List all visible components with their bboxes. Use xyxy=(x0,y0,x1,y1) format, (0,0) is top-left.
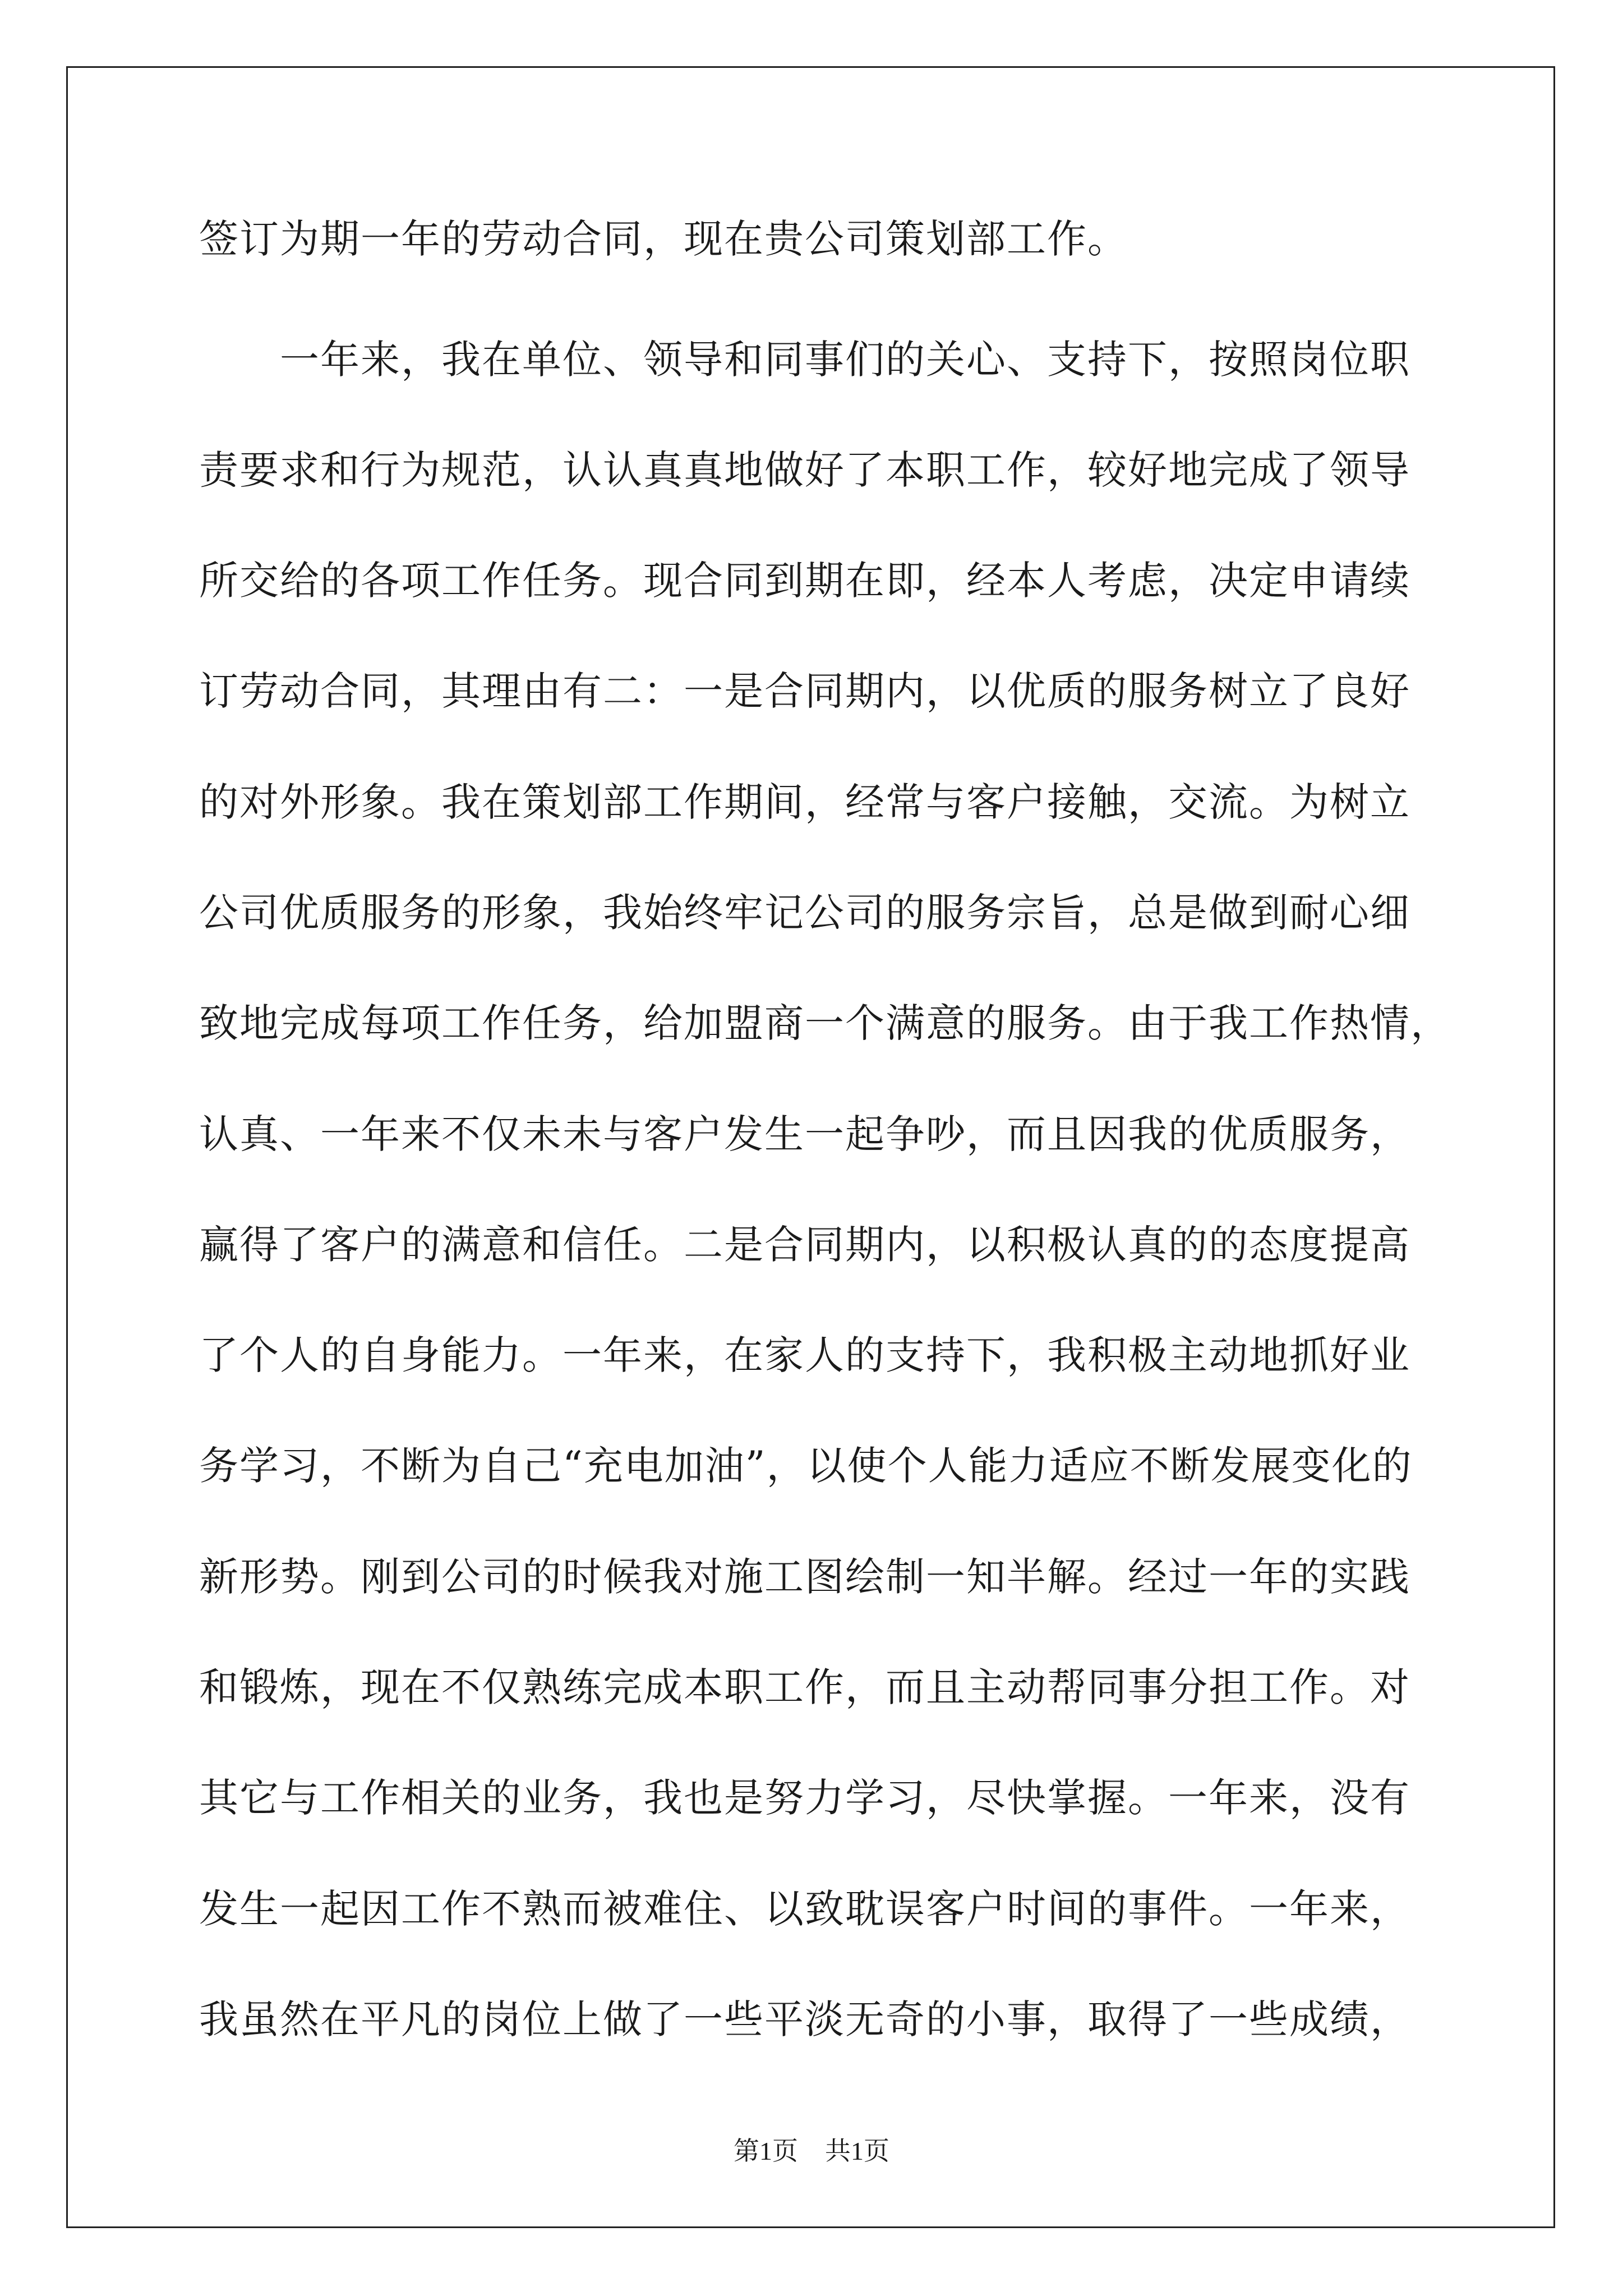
text-line: 我虽然在平凡的岗位上做了一些平淡无奇的小事，取得了一些成绩， xyxy=(199,1996,1410,2042)
text-line: 致地完成每项工作任务，给加盟商一个满意的服务。由于我工作热情， xyxy=(199,1000,1451,1046)
text-line: 认真、一年来不仅未未与客户发生一起争吵，而且因我的优质服务， xyxy=(199,1111,1410,1157)
text-line: 了个人的自身能力。一年来，在家人的支持下，我积极主动地抓好业 xyxy=(199,1332,1410,1378)
text-line: 订劳动合同，其理由有二：一是合同期内，以优质的服务树立了良好 xyxy=(199,668,1410,714)
page-footer xyxy=(0,2134,1623,2168)
text-line: 其它与工作相关的业务，我也是努力学习，尽快掌握。一年来，没有 xyxy=(199,1775,1410,1821)
text-line: 责要求和行为规范，认认真真地做好了本职工作，较好地完成了领导 xyxy=(199,447,1410,493)
text-line: 签订为期一年的劳动合同，现在贵公司策划部工作。 xyxy=(199,216,1128,262)
text-line: 新形势。刚到公司的时候我对施工图绘制一知半解。经过一年的实践 xyxy=(199,1554,1410,1600)
text-line: 的对外形象。我在策划部工作期间，经常与客户接触，交流。为树立 xyxy=(199,779,1410,825)
page-total: 共1页 xyxy=(825,2137,889,2165)
text-line: 公司优质服务的形象，我始终牢记公司的服务宗旨，总是做到耐心细 xyxy=(199,890,1410,936)
text-line: 务学习，不断为自己“充电加油”，以使个人能力适应不断发展变化的 xyxy=(199,1443,1413,1489)
text-line: 所交给的各项工作任务。现合同到期在即，经本人考虑，决定申请续 xyxy=(199,558,1410,604)
page-number: 第1页 xyxy=(734,2137,798,2165)
text-line: 发生一起因工作不熟而被难住、以致耽误客户时间的事件。一年来， xyxy=(199,1886,1410,1932)
text-line: 一年来，我在单位、领导和同事们的关心、支持下，按照岗位职 xyxy=(199,337,1410,383)
text-line: 赢得了客户的满意和信任。二是合同期内，以积极认真的的态度提高 xyxy=(199,1222,1410,1268)
text-line: 和锻炼，现在不仅熟练完成本职工作，而且主动帮同事分担工作。对 xyxy=(199,1664,1410,1710)
